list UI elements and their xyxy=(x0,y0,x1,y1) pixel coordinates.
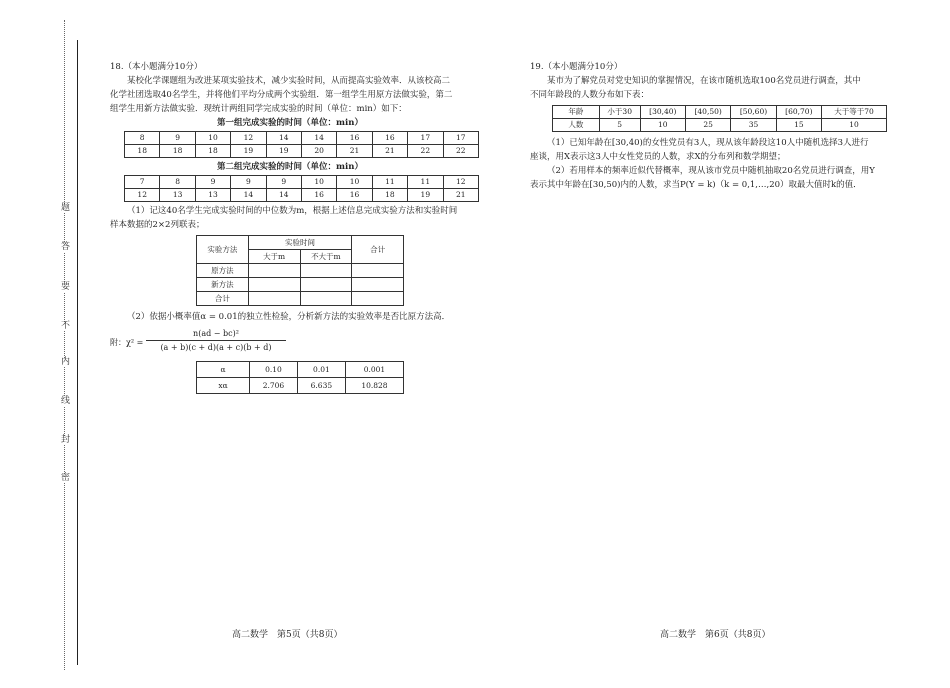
table-cell: [50,60) xyxy=(731,106,776,119)
table-cell: 10 xyxy=(301,176,336,189)
group1-time-table xyxy=(124,131,479,158)
binding-line xyxy=(77,40,78,665)
table-cell: 15 xyxy=(776,119,821,132)
table-cell: 16 xyxy=(337,189,372,202)
table-cell: 14 xyxy=(231,189,266,202)
chi-square-formula xyxy=(110,328,470,358)
blank-cell xyxy=(300,264,352,278)
table-cell: 14 xyxy=(266,189,301,202)
table-cell: 13 xyxy=(195,189,230,202)
table-cell: [60,70) xyxy=(776,106,821,119)
table2-title: 第二组完成实验的时间（单位：min） xyxy=(217,162,363,172)
formula-denominator: (a + b)(c + d)(a + c)(b + d) xyxy=(160,343,272,352)
table-cell: 9 xyxy=(195,176,230,189)
table-row xyxy=(553,119,887,132)
question-19-header: 19.（本小题满分10分） xyxy=(530,62,623,72)
table-cell: 35 xyxy=(731,119,776,132)
table1-title: 第一组完成实验的时间（单位：min） xyxy=(217,118,363,128)
blank-cell xyxy=(352,264,404,278)
table-cell: 19 xyxy=(231,145,266,158)
binding-char: 题 xyxy=(61,203,71,213)
table-cell: 16 xyxy=(301,189,336,202)
table-cell: 21 xyxy=(443,189,478,202)
table-cell: 19 xyxy=(266,145,301,158)
question-18-part2: （2）依据小概率值α = 0.01的独立性检验，分析新方法的实验效率是否比原方法高． xyxy=(127,312,451,322)
table-cell: 18 xyxy=(125,145,160,158)
contingency-table xyxy=(196,235,404,306)
table-cell: 14 xyxy=(301,132,336,145)
header-cell: 大于m xyxy=(248,250,300,264)
table-cell: 8 xyxy=(160,176,195,189)
binding-char: 要 xyxy=(61,282,71,292)
table-cell: 25 xyxy=(685,119,730,132)
table-row xyxy=(125,189,479,202)
blank-cell xyxy=(300,278,352,292)
table-cell: 9 xyxy=(160,132,195,145)
header-cell: 实验方法 xyxy=(197,236,249,264)
blank-cell xyxy=(300,292,352,306)
left-page xyxy=(110,60,470,394)
table-cell: 22 xyxy=(443,145,478,158)
table-row xyxy=(197,236,404,250)
table-cell: 0.01 xyxy=(297,362,345,378)
table-row xyxy=(197,264,404,278)
table-cell: 14 xyxy=(266,132,301,145)
table-cell: 10.828 xyxy=(345,378,403,394)
table-cell: 20 xyxy=(301,145,336,158)
question-19-part2-line: 表示其中年龄在[30,50)内的人数，求当P(Y = k)（k = 0,1,…,20）取最大值时k的值． xyxy=(530,180,862,190)
table-cell: 10 xyxy=(195,132,230,145)
table-row xyxy=(125,176,479,189)
table-cell: 17 xyxy=(408,132,443,145)
table-row xyxy=(553,106,887,119)
table-cell: 小于30 xyxy=(599,106,640,119)
question-18-intro-line: 组学生用新方法做实验．现统计两组同学完成实验的时间（单位：min）如下： xyxy=(110,104,407,114)
question-19-part2-line: （2）若用样本的频率近似代替概率，现从该市党员中随机抽取20名党员进行调查，用Y xyxy=(547,166,875,176)
blank-cell xyxy=(248,292,300,306)
table-cell: 18 xyxy=(195,145,230,158)
right-page-footer: 高二数学 第6页（共8页） xyxy=(660,630,771,640)
table-cell: 0.10 xyxy=(250,362,298,378)
table-cell: 5 xyxy=(599,119,640,132)
question-18-part1-line: 样本数据的2×2列联表； xyxy=(110,220,205,230)
table-row xyxy=(125,145,479,158)
age-distribution-table xyxy=(552,105,887,132)
right-page xyxy=(530,60,915,192)
row-label-cell: 新方法 xyxy=(197,278,249,292)
binding-char: 密 xyxy=(61,473,71,483)
table-cell: 13 xyxy=(160,189,195,202)
dotted-cut-line xyxy=(64,20,65,670)
table-row xyxy=(197,378,404,394)
table-cell: 9 xyxy=(231,176,266,189)
table-cell: [30,40) xyxy=(640,106,685,119)
table-cell: 17 xyxy=(443,132,478,145)
table-cell: 12 xyxy=(125,189,160,202)
table-cell: 10 xyxy=(822,119,887,132)
binding-char: 内 xyxy=(61,357,71,367)
question-18-intro-line: 某校化学课题组为改进某项实验技术，减少实验时间，从而提高实验效率．从该校高二 xyxy=(127,76,451,86)
blank-cell xyxy=(352,292,404,306)
header-cell: 不大于m xyxy=(300,250,352,264)
binding-char: 线 xyxy=(61,396,71,406)
table-cell: 11 xyxy=(408,176,443,189)
table-cell: 22 xyxy=(408,145,443,158)
row-label-cell: 年龄 xyxy=(553,106,600,119)
table-cell: 19 xyxy=(408,189,443,202)
table-cell: 21 xyxy=(337,145,372,158)
question-19-part1-line: （1）已知年龄在[30,40)的女性党员有3人，现从该年龄段这10人中随机选择3人进行 xyxy=(547,138,869,148)
question-19-intro-line: 某市为了解党员对党史知识的掌握情况，在该市随机选取100名党员进行调查，其中 xyxy=(547,76,861,86)
table-row xyxy=(125,132,479,145)
blank-cell xyxy=(248,264,300,278)
blank-cell xyxy=(248,278,300,292)
table-cell: 7 xyxy=(125,176,160,189)
table-cell: 9 xyxy=(266,176,301,189)
table-row xyxy=(197,292,404,306)
table-cell: 16 xyxy=(337,132,372,145)
blank-cell xyxy=(352,278,404,292)
question-19-intro-line: 不同年龄段的人数分布如下表： xyxy=(530,90,650,100)
table-cell: 大于等于70 xyxy=(822,106,887,119)
table-cell: 18 xyxy=(372,189,407,202)
critical-value-table xyxy=(196,361,404,394)
row-label-cell: α xyxy=(197,362,250,378)
binding-char: 答 xyxy=(61,242,71,252)
table-cell: 21 xyxy=(372,145,407,158)
table-row xyxy=(197,362,404,378)
table-cell: 11 xyxy=(372,176,407,189)
table-cell: 8 xyxy=(125,132,160,145)
row-label-cell: xα xyxy=(197,378,250,394)
left-page-footer: 高二数学 第5页（共8页） xyxy=(232,630,343,640)
table-cell: 10 xyxy=(640,119,685,132)
table-cell: 12 xyxy=(231,132,266,145)
table-cell: 16 xyxy=(372,132,407,145)
question-18-header: 18.（本小题满分10分） xyxy=(110,62,203,72)
table-cell: 0.001 xyxy=(345,362,403,378)
header-cell: 实验时间 xyxy=(248,236,352,250)
row-label-cell: 原方法 xyxy=(197,264,249,278)
question-19-part1-line: 座谈，用X表示这3人中女性党员的人数，求X的分布列和数学期望； xyxy=(530,152,786,162)
table-row xyxy=(197,278,404,292)
formula-numerator: n(ad − bc)² xyxy=(146,328,286,341)
table-cell: 12 xyxy=(443,176,478,189)
table-cell: 18 xyxy=(160,145,195,158)
row-label-cell: 合计 xyxy=(197,292,249,306)
row-label-cell: 人数 xyxy=(553,119,600,132)
header-cell: 合计 xyxy=(352,236,404,264)
question-18-intro-line: 化学社团选取40名学生，并将他们平均分成两个实验组．第一组学生用原方法做实验，第二 xyxy=(110,90,453,100)
binding-char: 不 xyxy=(61,321,71,331)
question-18-part1-line: （1）记这40名学生完成实验时间的中位数为m，根据上述信息完成实验方法和实验时间 xyxy=(127,206,458,216)
table-cell: 10 xyxy=(337,176,372,189)
group2-time-table xyxy=(124,175,479,202)
binding-margin xyxy=(0,0,80,688)
table-cell: 6.635 xyxy=(297,378,345,394)
formula-lead: 附：χ² = xyxy=(110,338,144,347)
binding-char: 封 xyxy=(61,435,71,445)
table-cell: 2.706 xyxy=(250,378,298,394)
table-cell: [40,50) xyxy=(685,106,730,119)
